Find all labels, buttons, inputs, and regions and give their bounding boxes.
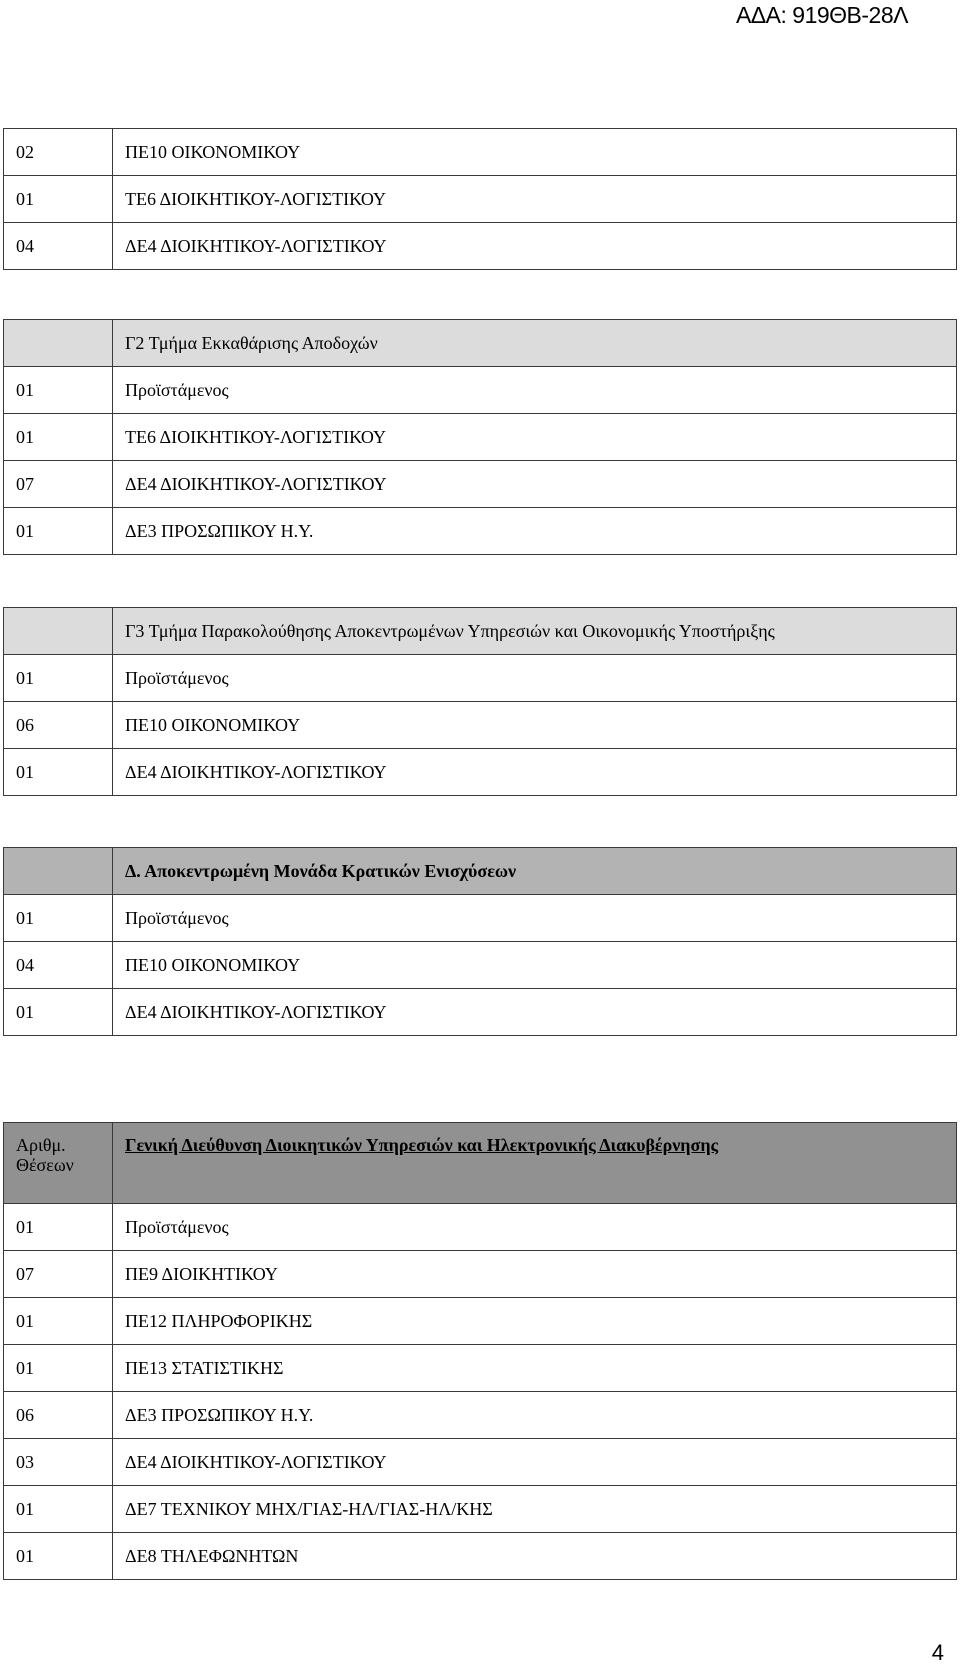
section-header-row <box>4 848 957 895</box>
position-name: ΠΕ9 ΔΙΟΙΚΗΤΙΚΟΥ <box>113 1251 957 1298</box>
position-count: 01 <box>4 1345 113 1392</box>
table-row <box>4 942 957 989</box>
position-name: Προϊστάμενος <box>113 367 957 414</box>
table-row <box>4 129 957 176</box>
count-header <box>4 848 113 895</box>
table-row <box>4 508 957 555</box>
position-name: ΠΕ12 ΠΛΗΡΟΦΟΡΙΚΗΣ <box>113 1298 957 1345</box>
position-count: 01 <box>4 1298 113 1345</box>
position-name: ΠΕ10 ΟΙΚΟΝΟΜΙΚΟΥ <box>113 129 957 176</box>
position-count: 06 <box>4 702 113 749</box>
section-title: Δ. Αποκεντρωμένη Μονάδα Κρατικών Ενισχύσεων <box>113 848 957 895</box>
positions-table <box>3 128 957 270</box>
count-header: Αριθμ. Θέσεων <box>4 1123 113 1204</box>
table-row <box>4 1533 957 1580</box>
section-title: Γ2 Τμήμα Εκκαθάρισης Αποδοχών <box>113 320 957 367</box>
table-row <box>4 414 957 461</box>
position-name: ΔΕ4 ΔΙΟΙΚΗΤΙΚΟΥ-ΛΟΓΙΣΤΙΚΟΥ <box>113 1439 957 1486</box>
table-row <box>4 1392 957 1439</box>
table-row <box>4 1251 957 1298</box>
count-header <box>4 320 113 367</box>
table-row <box>4 655 957 702</box>
position-name: Προϊστάμενος <box>113 895 957 942</box>
section-header-row <box>4 608 957 655</box>
position-name: ΔΕ7 ΤΕΧΝΙΚΟΥ ΜΗΧ/ΓΙΑΣ-ΗΛ/ΓΙΑΣ-ΗΛ/ΚΗΣ <box>113 1486 957 1533</box>
positions-table <box>3 847 957 1036</box>
position-name: ΔΕ4 ΔΙΟΙΚΗΤΙΚΟΥ-ΛΟΓΙΣΤΙΚΟΥ <box>113 461 957 508</box>
position-count: 01 <box>4 414 113 461</box>
table-row <box>4 1298 957 1345</box>
position-count: 01 <box>4 895 113 942</box>
position-count: 07 <box>4 1251 113 1298</box>
position-name: ΔΕ4 ΔΙΟΙΚΗΤΙΚΟΥ-ΛΟΓΙΣΤΙΚΟΥ <box>113 223 957 270</box>
position-name: ΔΕ3 ΠΡΟΣΩΠΙΚΟΥ Η.Υ. <box>113 1392 957 1439</box>
table-row <box>4 749 957 796</box>
table-row <box>4 367 957 414</box>
position-count: 01 <box>4 655 113 702</box>
position-name: ΠΕ10 ΟΙΚΟΝΟΜΙΚΟΥ <box>113 942 957 989</box>
table-row <box>4 176 957 223</box>
position-count: 07 <box>4 461 113 508</box>
table-row <box>4 989 957 1036</box>
position-count: 04 <box>4 223 113 270</box>
position-count: 01 <box>4 1204 113 1251</box>
positions-table <box>3 319 957 555</box>
count-header <box>4 608 113 655</box>
table-row <box>4 895 957 942</box>
positions-table <box>3 607 957 796</box>
table-row <box>4 702 957 749</box>
position-count: 06 <box>4 1392 113 1439</box>
position-count: 01 <box>4 749 113 796</box>
position-count: 04 <box>4 942 113 989</box>
table-row <box>4 1439 957 1486</box>
position-name: ΤΕ6 ΔΙΟΙΚΗΤΙΚΟΥ-ΛΟΓΙΣΤΙΚΟΥ <box>113 414 957 461</box>
position-count: 01 <box>4 176 113 223</box>
position-count: 01 <box>4 989 113 1036</box>
section-title: Γενική Διεύθυνση Διοικητικών Υπηρεσιών και Ηλεκτρονικής Διακυβέρνησης <box>113 1123 957 1204</box>
table-row <box>4 1486 957 1533</box>
table-row <box>4 1204 957 1251</box>
positions-table <box>3 1122 957 1580</box>
page-number: 4 <box>931 1640 944 1665</box>
table-row <box>4 1345 957 1392</box>
position-count: 01 <box>4 1533 113 1580</box>
position-name: ΤΕ6 ΔΙΟΙΚΗΤΙΚΟΥ-ΛΟΓΙΣΤΙΚΟΥ <box>113 176 957 223</box>
table-row <box>4 223 957 270</box>
ada-code: ΑΔΑ: 919ΘΒ-28Λ <box>735 2 908 28</box>
position-name: Προϊστάμενος <box>113 1204 957 1251</box>
section-header-row <box>4 1123 957 1204</box>
position-name: ΔΕ4 ΔΙΟΙΚΗΤΙΚΟΥ-ΛΟΓΙΣΤΙΚΟΥ <box>113 989 957 1036</box>
position-name: ΔΕ3 ΠΡΟΣΩΠΙΚΟΥ Η.Υ. <box>113 508 957 555</box>
position-name: ΠΕ10 ΟΙΚΟΝΟΜΙΚΟΥ <box>113 702 957 749</box>
position-count: 02 <box>4 129 113 176</box>
position-name: Προϊστάμενος <box>113 655 957 702</box>
position-name: ΔΕ8 ΤΗΛΕΦΩΝΗΤΩΝ <box>113 1533 957 1580</box>
position-name: ΠΕ13 ΣΤΑΤΙΣΤΙΚΗΣ <box>113 1345 957 1392</box>
section-header-row <box>4 320 957 367</box>
position-count: 01 <box>4 367 113 414</box>
section-title: Γ3 Τμήμα Παρακολούθησης Αποκεντρωμένων Υπηρεσιών και Οικονομικής Υποστήριξης <box>113 608 957 655</box>
position-count: 01 <box>4 508 113 555</box>
table-row <box>4 461 957 508</box>
position-count: 01 <box>4 1486 113 1533</box>
position-name: ΔΕ4 ΔΙΟΙΚΗΤΙΚΟΥ-ΛΟΓΙΣΤΙΚΟΥ <box>113 749 957 796</box>
position-count: 03 <box>4 1439 113 1486</box>
